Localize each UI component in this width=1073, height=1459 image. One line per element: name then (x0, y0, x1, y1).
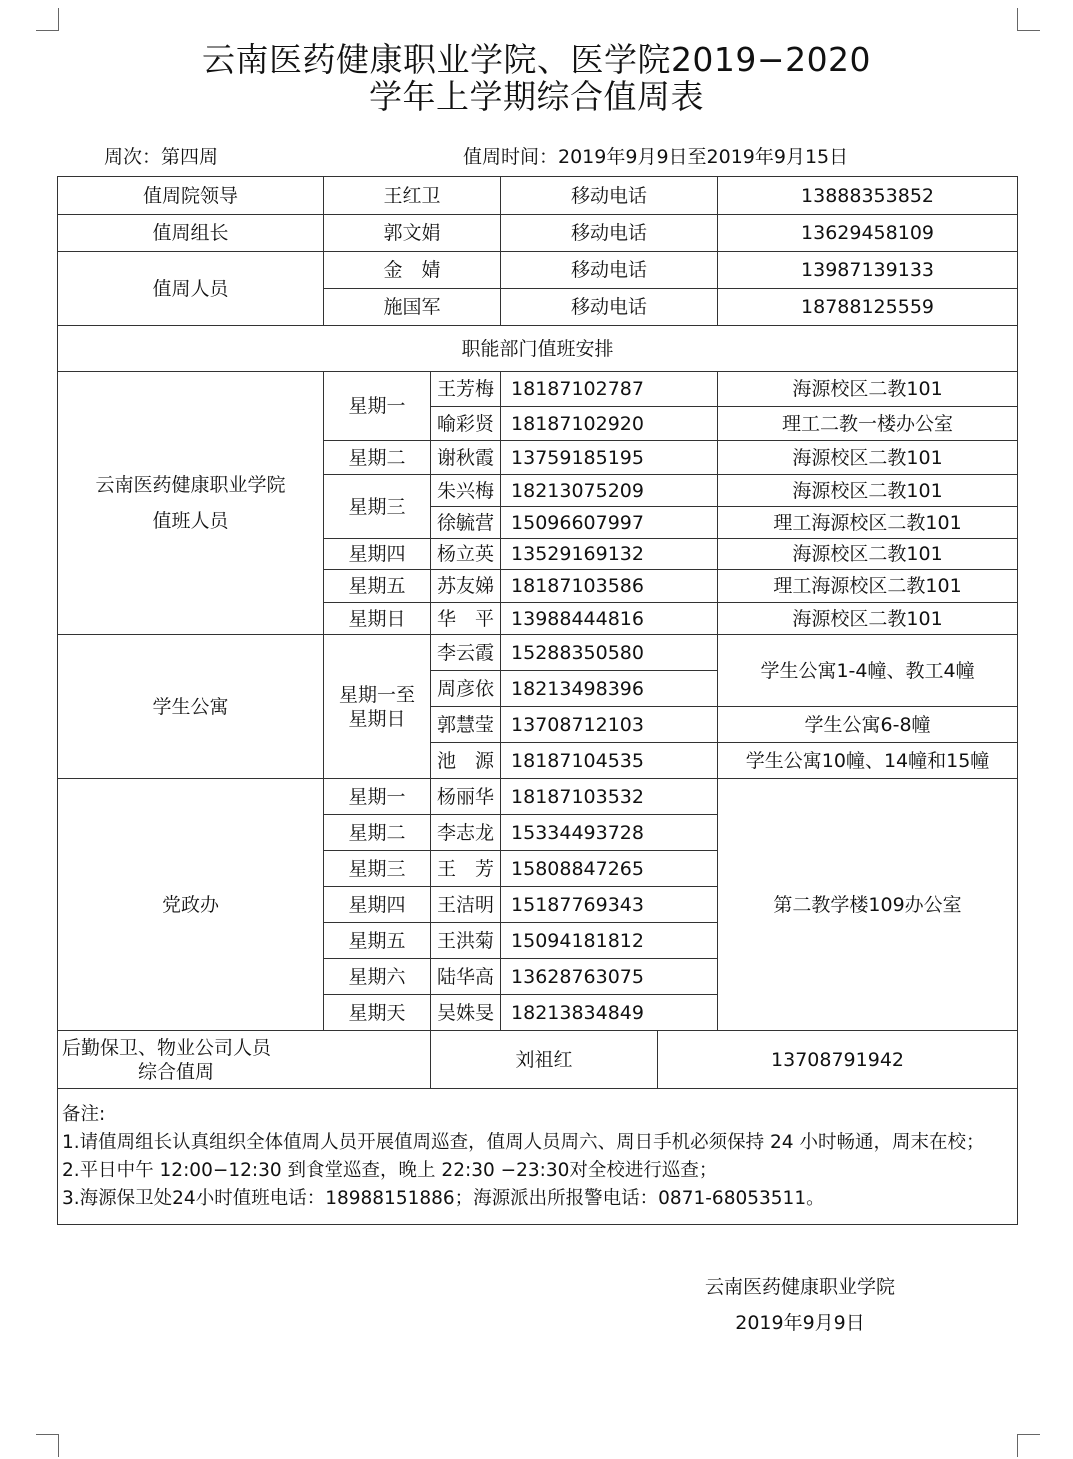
phone-cell: 15808847265 (501, 851, 718, 887)
location-cell: 海源校区二教101 (718, 441, 1018, 475)
table-row (58, 372, 1018, 407)
phone-cell: 15187769343 (501, 887, 718, 923)
name-cell: 刘祖红 (431, 1031, 658, 1089)
phone-cell: 18213498396 (501, 671, 718, 707)
name-cell: 池 源 (431, 743, 501, 779)
location-cell: 学生公寓6-8幢 (718, 707, 1018, 743)
footer-date: 2019年9月9日 (735, 1312, 865, 1334)
day-cell: 星期一 (324, 372, 431, 441)
phone-cell: 18213075209 (501, 475, 718, 507)
phone-cell: 18187102787 (501, 372, 718, 407)
notes-cell (58, 1089, 1018, 1225)
phone-cell: 15094181812 (501, 923, 718, 959)
table-row (58, 1031, 1018, 1089)
phone-cell: 13988444816 (501, 603, 718, 635)
duty-table (57, 176, 1018, 1225)
college-label-line1: 云南医药健康职业学院 (95, 474, 286, 496)
phone-cell: 15288350580 (501, 635, 718, 671)
phone-cell: 18187104535 (501, 743, 718, 779)
role-cell: 值周人员 (58, 252, 324, 326)
crop-mark-bottom-right (1017, 1434, 1040, 1457)
name-cell: 华 平 (431, 603, 501, 635)
table-row (58, 326, 1018, 372)
table-row (58, 215, 1018, 252)
table-row (58, 177, 1018, 215)
name-cell: 周彦依 (431, 671, 501, 707)
note-item: 1.请值周组长认真组织全体值周人员开展值周巡查，值周人员周六、周日手机必须保持 24 小时畅通，周末在校； (62, 1131, 985, 1153)
location-cell: 学生公寓10幢、14幢和15幢 (718, 743, 1018, 779)
day-cell: 星期四 (324, 539, 431, 570)
table-row (58, 779, 1018, 815)
name-cell: 施国军 (324, 289, 501, 326)
crop-mark-top-right (1017, 8, 1040, 31)
name-cell: 杨丽华 (431, 779, 501, 815)
phone-cell: 18187102920 (501, 407, 718, 441)
day-cell: 星期二 (324, 815, 431, 851)
name-cell: 李云霞 (431, 635, 501, 671)
table-row (58, 1089, 1018, 1225)
duty-period: 值周时间：2019年9月9日至2019年9月15日 (463, 146, 849, 168)
name-cell: 杨立英 (431, 539, 501, 570)
phone-label-cell: 移动电话 (501, 289, 718, 326)
footer-organization: 云南医药健康职业学院 (704, 1276, 895, 1298)
name-cell: 苏友娣 (431, 570, 501, 603)
phone-cell: 13708791942 (658, 1031, 1018, 1089)
location-cell: 海源校区二教101 (718, 372, 1018, 407)
name-cell: 谢秋霞 (431, 441, 501, 475)
phone-cell: 13529169132 (501, 539, 718, 570)
dorm-days-line1: 星期一至 (338, 683, 415, 706)
day-cell: 星期一 (324, 779, 431, 815)
phone-cell: 13628763075 (501, 959, 718, 995)
phone-cell: 13987139133 (718, 252, 1018, 289)
crop-mark-bottom-left (36, 1434, 59, 1457)
name-cell: 王芳梅 (431, 372, 501, 407)
section-header: 职能部门值班安排 (58, 326, 1018, 372)
day-cell: 星期四 (324, 887, 431, 923)
day-cell: 星期日 (324, 603, 431, 635)
day-cell: 星期三 (324, 851, 431, 887)
location-cell: 理工海源校区二教101 (718, 507, 1018, 539)
location-cell: 海源校区二教101 (718, 539, 1018, 570)
name-cell: 郭文娟 (324, 215, 501, 252)
day-cell: 星期三 (324, 475, 431, 539)
phone-cell: 18187103586 (501, 570, 718, 603)
name-cell: 喻彩贤 (431, 407, 501, 441)
name-cell: 王洪菊 (431, 923, 501, 959)
document-title-line2: 学年上学期综合值周表 (369, 77, 704, 116)
phone-cell: 18213834849 (501, 995, 718, 1031)
college-label-cell (58, 372, 324, 635)
name-cell: 金 婧 (324, 252, 501, 289)
logistics-label-line2: 综合值周 (138, 1060, 215, 1083)
role-cell: 值周院领导 (58, 177, 324, 215)
phone-label-cell: 移动电话 (501, 177, 718, 215)
table-row (58, 252, 1018, 289)
dorm-days-line2: 星期日 (348, 707, 406, 730)
crop-mark-top-left (36, 8, 59, 31)
notes-heading: 备注: (62, 1103, 106, 1125)
location-cell: 学生公寓1-4幢、教工4幢 (718, 635, 1018, 707)
phone-cell: 18788125559 (718, 289, 1018, 326)
location-cell: 海源校区二教101 (718, 603, 1018, 635)
phone-cell: 15334493728 (501, 815, 718, 851)
day-cell: 星期六 (324, 959, 431, 995)
phone-cell: 13708712103 (501, 707, 718, 743)
location-cell: 海源校区二教101 (718, 475, 1018, 507)
name-cell: 陆华高 (431, 959, 501, 995)
college-label-line2: 值班人员 (152, 510, 229, 532)
phone-cell: 15096607997 (501, 507, 718, 539)
note-item: 2.平日中午 12:00−12:30 到食堂巡查，晚上 22:30 −23:30对全校进行巡查； (62, 1159, 718, 1181)
phone-cell: 13888353852 (718, 177, 1018, 215)
logistics-label-cell (58, 1031, 431, 1089)
name-cell: 徐毓营 (431, 507, 501, 539)
name-cell: 吴姝旻 (431, 995, 501, 1031)
day-cell: 星期五 (324, 570, 431, 603)
dorm-label-cell: 学生公寓 (58, 635, 324, 779)
dorm-days-cell (324, 635, 431, 779)
phone-cell: 13759185195 (501, 441, 718, 475)
name-cell: 朱兴梅 (431, 475, 501, 507)
location-cell: 理工海源校区二教101 (718, 570, 1018, 603)
name-cell: 郭慧莹 (431, 707, 501, 743)
name-cell: 王红卫 (324, 177, 501, 215)
name-cell: 王洁明 (431, 887, 501, 923)
name-cell: 王 芳 (431, 851, 501, 887)
phone-cell: 13629458109 (718, 215, 1018, 252)
note-item: 3.海源保卫处24小时值班电话：18988151886；海源派出所报警电话：0871-68053511。 (62, 1187, 825, 1209)
office-label-cell: 党政办 (58, 779, 324, 1031)
name-cell: 李志龙 (431, 815, 501, 851)
location-cell: 理工二教一楼办公室 (718, 407, 1018, 441)
role-cell: 值周组长 (58, 215, 324, 252)
phone-label-cell: 移动电话 (501, 215, 718, 252)
table-row (58, 635, 1018, 671)
phone-label-cell: 移动电话 (501, 252, 718, 289)
document-title-line1: 云南医药健康职业学院、医学院2019−2020 (201, 40, 872, 79)
week-number: 周次：第四周 (104, 146, 219, 168)
day-cell: 星期天 (324, 995, 431, 1031)
day-cell: 星期二 (324, 441, 431, 475)
location-cell: 第二教学楼109办公室 (718, 779, 1018, 1031)
phone-cell: 18187103532 (501, 779, 718, 815)
day-cell: 星期五 (324, 923, 431, 959)
logistics-label-line1: 后勤保卫、物业公司人员 (62, 1036, 272, 1059)
